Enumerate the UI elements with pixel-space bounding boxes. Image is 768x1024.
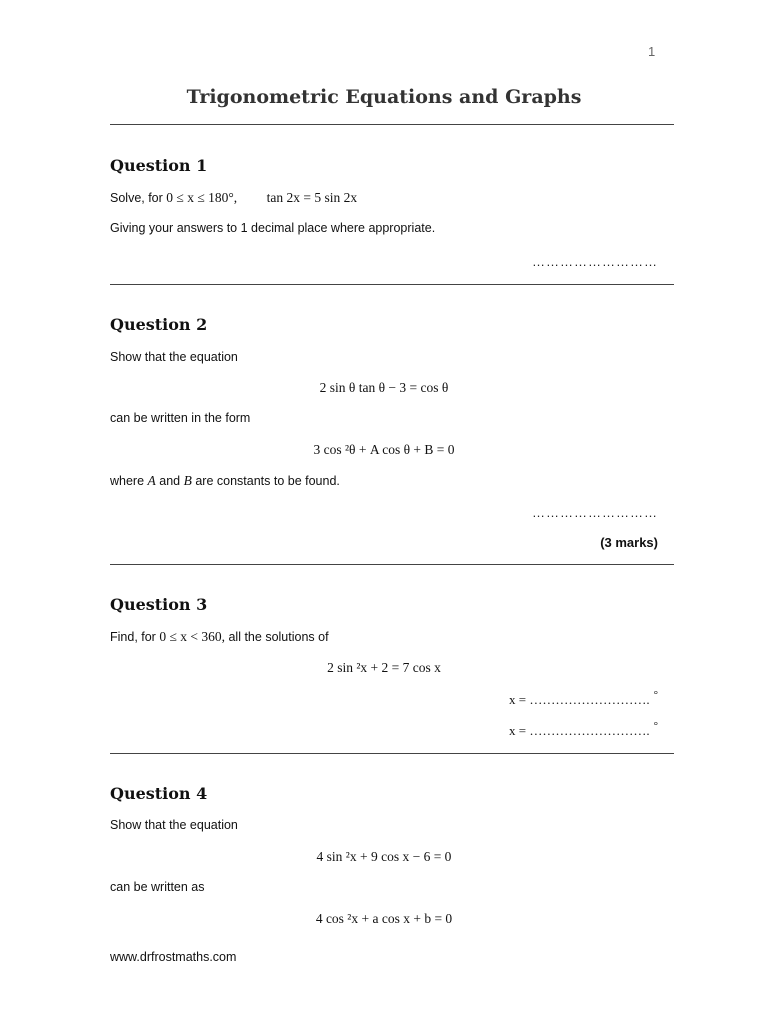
- question-1-heading: Question 1: [110, 156, 208, 175]
- q4-equation-1: 4 sin ²x + 9 cos x − 6 = 0: [316, 849, 452, 864]
- q1-prompt-text: Solve, for: [110, 191, 163, 205]
- q3-answer-1-text: x = ……………………….: [509, 692, 650, 707]
- question-2-heading: Question 2: [110, 315, 208, 334]
- question-4-heading: Question 4: [110, 784, 208, 803]
- q1-equation: tan 2x = 5 sin 2x: [266, 190, 358, 205]
- question-3-prompt: [110, 629, 329, 645]
- q2-line-3-pre: where: [110, 474, 145, 488]
- q3-answer-1: [509, 689, 658, 708]
- q2-line-1: Show that the equation: [110, 350, 238, 364]
- q1-range: 0 ≤ x ≤ 180°,: [166, 190, 238, 205]
- q3-answer-2-text: x = ……………………….: [509, 723, 650, 738]
- q2-line-3-and: and: [159, 474, 181, 488]
- page-number: 1: [648, 44, 656, 59]
- q2-line-3-post: are constants to be found.: [195, 474, 340, 488]
- q4-line-2: can be written as: [110, 880, 205, 894]
- divider: [110, 124, 674, 125]
- q2-marks: (3 marks): [600, 535, 658, 550]
- q3-range: 0 ≤ x < 360,: [159, 629, 225, 644]
- q2-constant-a: A: [147, 473, 156, 488]
- page-title: Trigonometric Equations and Graphs: [186, 86, 582, 108]
- q3-prompt-text: Find, for: [110, 630, 156, 644]
- q1-answer-line: ………………………: [532, 254, 658, 269]
- q2-equation-1: 2 sin θ tan θ − 3 = cos θ: [319, 380, 449, 395]
- q2-constant-b: B: [183, 473, 192, 488]
- divider: [110, 753, 674, 754]
- q4-line-1: Show that the equation: [110, 818, 238, 832]
- degree-symbol: °: [653, 689, 658, 701]
- divider: [110, 284, 674, 285]
- question-3-heading: Question 3: [110, 595, 208, 614]
- q3-answer-2: [509, 720, 658, 739]
- q2-equation-2: 3 cos ²θ + A cos θ + B = 0: [313, 442, 455, 457]
- divider: [110, 564, 674, 565]
- footer-website: www.drfrostmaths.com: [110, 950, 237, 964]
- degree-symbol: °: [653, 720, 658, 732]
- q3-prompt-post: all the solutions of: [228, 630, 329, 644]
- question-1-instruction: Giving your answers to 1 decimal place where appropriate.: [110, 221, 436, 235]
- q2-answer-line: ………………………: [532, 505, 658, 520]
- q3-equation: 2 sin ²x + 2 = 7 cos x: [327, 660, 441, 675]
- q2-line-2: can be written in the form: [110, 411, 251, 425]
- q2-line-3: [110, 473, 340, 489]
- q4-equation-2: 4 cos ²x + a cos x + b = 0: [315, 911, 453, 926]
- question-1-prompt: [110, 190, 357, 206]
